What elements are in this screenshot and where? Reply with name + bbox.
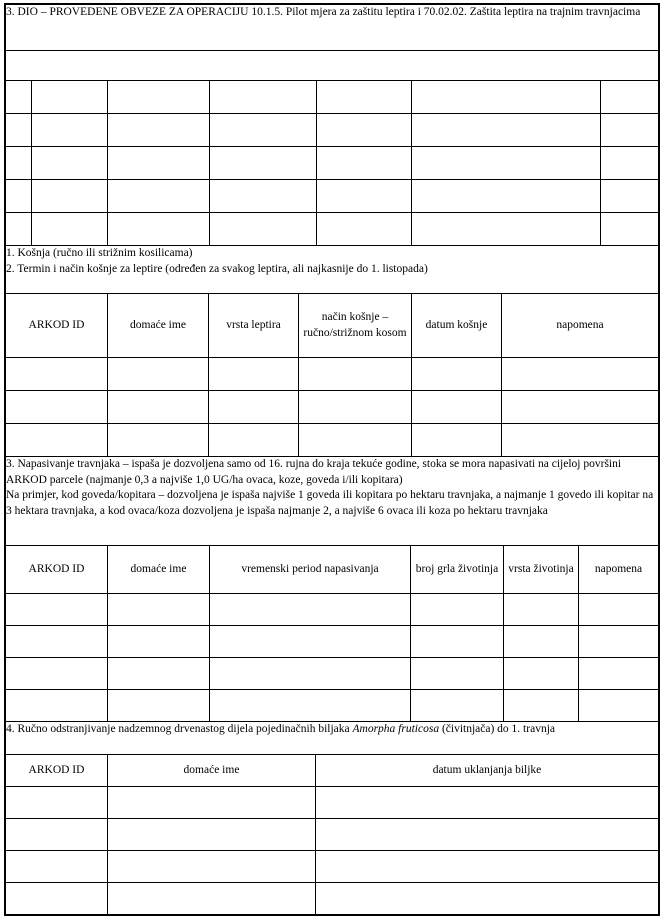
empty-cell: [6, 81, 32, 114]
table-row: [6, 787, 659, 819]
form-outline: [4, 3, 660, 916]
empty-cell: [209, 358, 299, 391]
t4-header-arkod-id: ARKOD ID: [6, 755, 108, 787]
empty-cell: [6, 358, 108, 391]
kosnja-note-section: [5, 245, 659, 294]
empty-cell: [316, 851, 659, 883]
empty-cell: [412, 391, 502, 424]
title-section: [5, 4, 659, 81]
empty-cell: [210, 180, 317, 213]
empty-cell: [108, 147, 210, 180]
empty-cell: [601, 180, 659, 213]
empty-cell: [6, 114, 32, 147]
napasivanje-table: [5, 545, 659, 722]
empty-cell: [579, 594, 659, 626]
form-title: 3. DIO – PROVEDENE OBVEZE ZA OPERACIJU 10.1.5. Pilot mjera za zaštitu leptira i 70.02.02. Zaštita leptira na trajnim travnjacima: [6, 5, 659, 51]
blank-merged-row: [6, 51, 659, 81]
table-row: [6, 81, 659, 114]
kosnja-note-line2: 2. Termin i način košnje za leptire (određen za svakog leptira, ali najkasnije do 1. listopada): [6, 262, 428, 275]
kosnja-note-line1: 1. Košnja (ručno ili strižnim kosilicama): [6, 247, 193, 259]
amorpha-species-name: Amorpha fruticosa: [352, 723, 440, 735]
empty-cell: [6, 213, 32, 246]
empty-cell: [579, 658, 659, 690]
empty-cell: [411, 594, 504, 626]
empty-cell: [412, 147, 601, 180]
empty-cell: [412, 424, 502, 457]
empty-cell: [579, 626, 659, 658]
empty-cell: [6, 883, 108, 915]
empty-cell: [504, 690, 579, 722]
empty-cell: [502, 391, 659, 424]
empty-cell: [504, 594, 579, 626]
table-row: [6, 851, 659, 883]
empty-cell: [108, 787, 316, 819]
amorpha-note-pre: 4. Ručno odstranjivanje nadzemnog drvenastog dijela pojedinačnih biljaka: [6, 723, 353, 735]
amorpha-note-section: [5, 721, 659, 755]
empty-cell: [601, 147, 659, 180]
napasivanje-note-cell: [6, 457, 659, 546]
empty-cell: [6, 391, 108, 424]
empty-cell: [108, 883, 316, 915]
empty-cell: [32, 114, 108, 147]
empty-cell: [411, 690, 504, 722]
empty-cell: [108, 424, 209, 457]
empty-cell: [210, 213, 317, 246]
empty-cell: [317, 81, 412, 114]
empty-cell: [6, 819, 108, 851]
t4-header-datum-uklanjanja: datum uklanjanja biljke: [316, 755, 659, 787]
empty-cell: [6, 787, 108, 819]
t2-header-nacin-kosnje: način košnje – ručno/strižnom kosom: [299, 294, 412, 358]
amorpha-note-post: (čivitnjača) do 1. travnja: [439, 723, 555, 735]
empty-cell: [209, 391, 299, 424]
empty-cell: [299, 424, 412, 457]
empty-cell: [504, 658, 579, 690]
table-row: [6, 626, 659, 658]
t2-header-arkod-id: ARKOD ID: [6, 294, 108, 358]
empty-cell: [108, 819, 316, 851]
empty-cell: [32, 147, 108, 180]
amorpha-table-header-row: [6, 755, 659, 787]
table-row: [6, 883, 659, 915]
empty-cell: [108, 658, 210, 690]
empty-cell: [108, 114, 210, 147]
empty-cell: [6, 690, 108, 722]
napasivanje-note-section: [5, 456, 659, 546]
empty-cell: [412, 213, 601, 246]
t3-header-domace-ime: domaće ime: [108, 546, 210, 594]
table-row: [6, 391, 659, 424]
empty-cell: [412, 81, 601, 114]
empty-cell: [210, 81, 317, 114]
t3-header-broj-grla: broj grla životinja: [411, 546, 504, 594]
empty-cell: [299, 358, 412, 391]
empty-cell: [601, 114, 659, 147]
empty-cell: [601, 213, 659, 246]
empty-cell: [108, 81, 210, 114]
empty-cell: [411, 626, 504, 658]
empty-cell: [32, 213, 108, 246]
t2-header-datum-kosnje: datum košnje: [412, 294, 502, 358]
table-row: [6, 594, 659, 626]
empty-cell: [108, 626, 210, 658]
amorpha-note-cell: [6, 722, 659, 755]
t3-header-vrsta-zivotinja: vrsta životinja: [504, 546, 579, 594]
empty-cell: [6, 424, 108, 457]
empty-cell: [108, 358, 209, 391]
table-row: [6, 114, 659, 147]
empty-cell: [317, 114, 412, 147]
napasivanje-table-header-row: [6, 546, 659, 594]
empty-cell: [504, 626, 579, 658]
kosnja-table: [5, 293, 659, 457]
empty-cell: [601, 81, 659, 114]
empty-cell: [209, 424, 299, 457]
empty-cell: [502, 358, 659, 391]
empty-cell: [317, 147, 412, 180]
empty-cell: [108, 594, 210, 626]
empty-cell: [108, 851, 316, 883]
empty-cell: [210, 147, 317, 180]
table-row: [6, 658, 659, 690]
empty-cell: [210, 626, 411, 658]
t2-header-domace-ime: domaće ime: [108, 294, 209, 358]
amorpha-table: [5, 754, 659, 915]
t2-header-vrsta-leptira: vrsta leptira: [209, 294, 299, 358]
empty-cell: [108, 180, 210, 213]
table-row: [6, 819, 659, 851]
napasivanje-note-para1: 3. Napasivanje travnjaka – ispaša je dozvoljena samo od 16. rujna do kraja tekuće godine, stoka se mora napasivati na cijeloj površini ARKOD parcele (najmanje 0,3 a najviše 1,0 UG/ha ovaca, koze, goveda i/ili kopitara): [6, 458, 622, 486]
empty-cell: [32, 81, 108, 114]
table-row: [6, 147, 659, 180]
empty-cell: [6, 658, 108, 690]
empty-cell: [412, 358, 502, 391]
empty-cell: [6, 851, 108, 883]
empty-cell: [579, 690, 659, 722]
empty-cell: [108, 690, 210, 722]
table-row: [6, 424, 659, 457]
empty-cell: [317, 180, 412, 213]
empty-cell: [108, 213, 210, 246]
empty-cell: [316, 787, 659, 819]
empty-cell: [411, 658, 504, 690]
empty-cell: [210, 690, 411, 722]
empty-cell: [316, 883, 659, 915]
empty-cell: [6, 147, 32, 180]
table-row: [6, 358, 659, 391]
t4-header-domace-ime: domaće ime: [108, 755, 316, 787]
t3-header-napomena: napomena: [579, 546, 659, 594]
empty-cell: [502, 424, 659, 457]
kosnja-note-cell: [6, 246, 659, 294]
t2-header-napomena: napomena: [502, 294, 659, 358]
empty-cell: [6, 180, 32, 213]
table-row: [6, 180, 659, 213]
empty-cell: [210, 594, 411, 626]
table-row: [6, 213, 659, 246]
empty-cell: [317, 213, 412, 246]
table-row: [6, 690, 659, 722]
empty-cell: [6, 594, 108, 626]
parcels-grid-table: [5, 80, 659, 246]
empty-cell: [108, 391, 209, 424]
napasivanje-note-para2: Na primjer, kod goveda/kopitara – dozvoljena je ispaša najviše 1 goveda ili kopitara po hektaru travnjaka, a najmanje 1 govedo ili kopitar na 3 hektara travnjaka, a kod ovaca/koza dozvoljena je ispaša najmanje 2, a najviše 6 ovaca ili koza po hektaru travnjaka: [6, 489, 654, 517]
empty-cell: [210, 114, 317, 147]
t3-header-vremenski-period: vremenski period napasivanja: [210, 546, 411, 594]
empty-cell: [316, 819, 659, 851]
t3-header-arkod-id: ARKOD ID: [6, 546, 108, 594]
empty-cell: [412, 114, 601, 147]
kosnja-table-header-row: [6, 294, 659, 358]
empty-cell: [210, 658, 411, 690]
empty-cell: [32, 180, 108, 213]
empty-cell: [6, 626, 108, 658]
empty-cell: [299, 391, 412, 424]
empty-cell: [412, 180, 601, 213]
